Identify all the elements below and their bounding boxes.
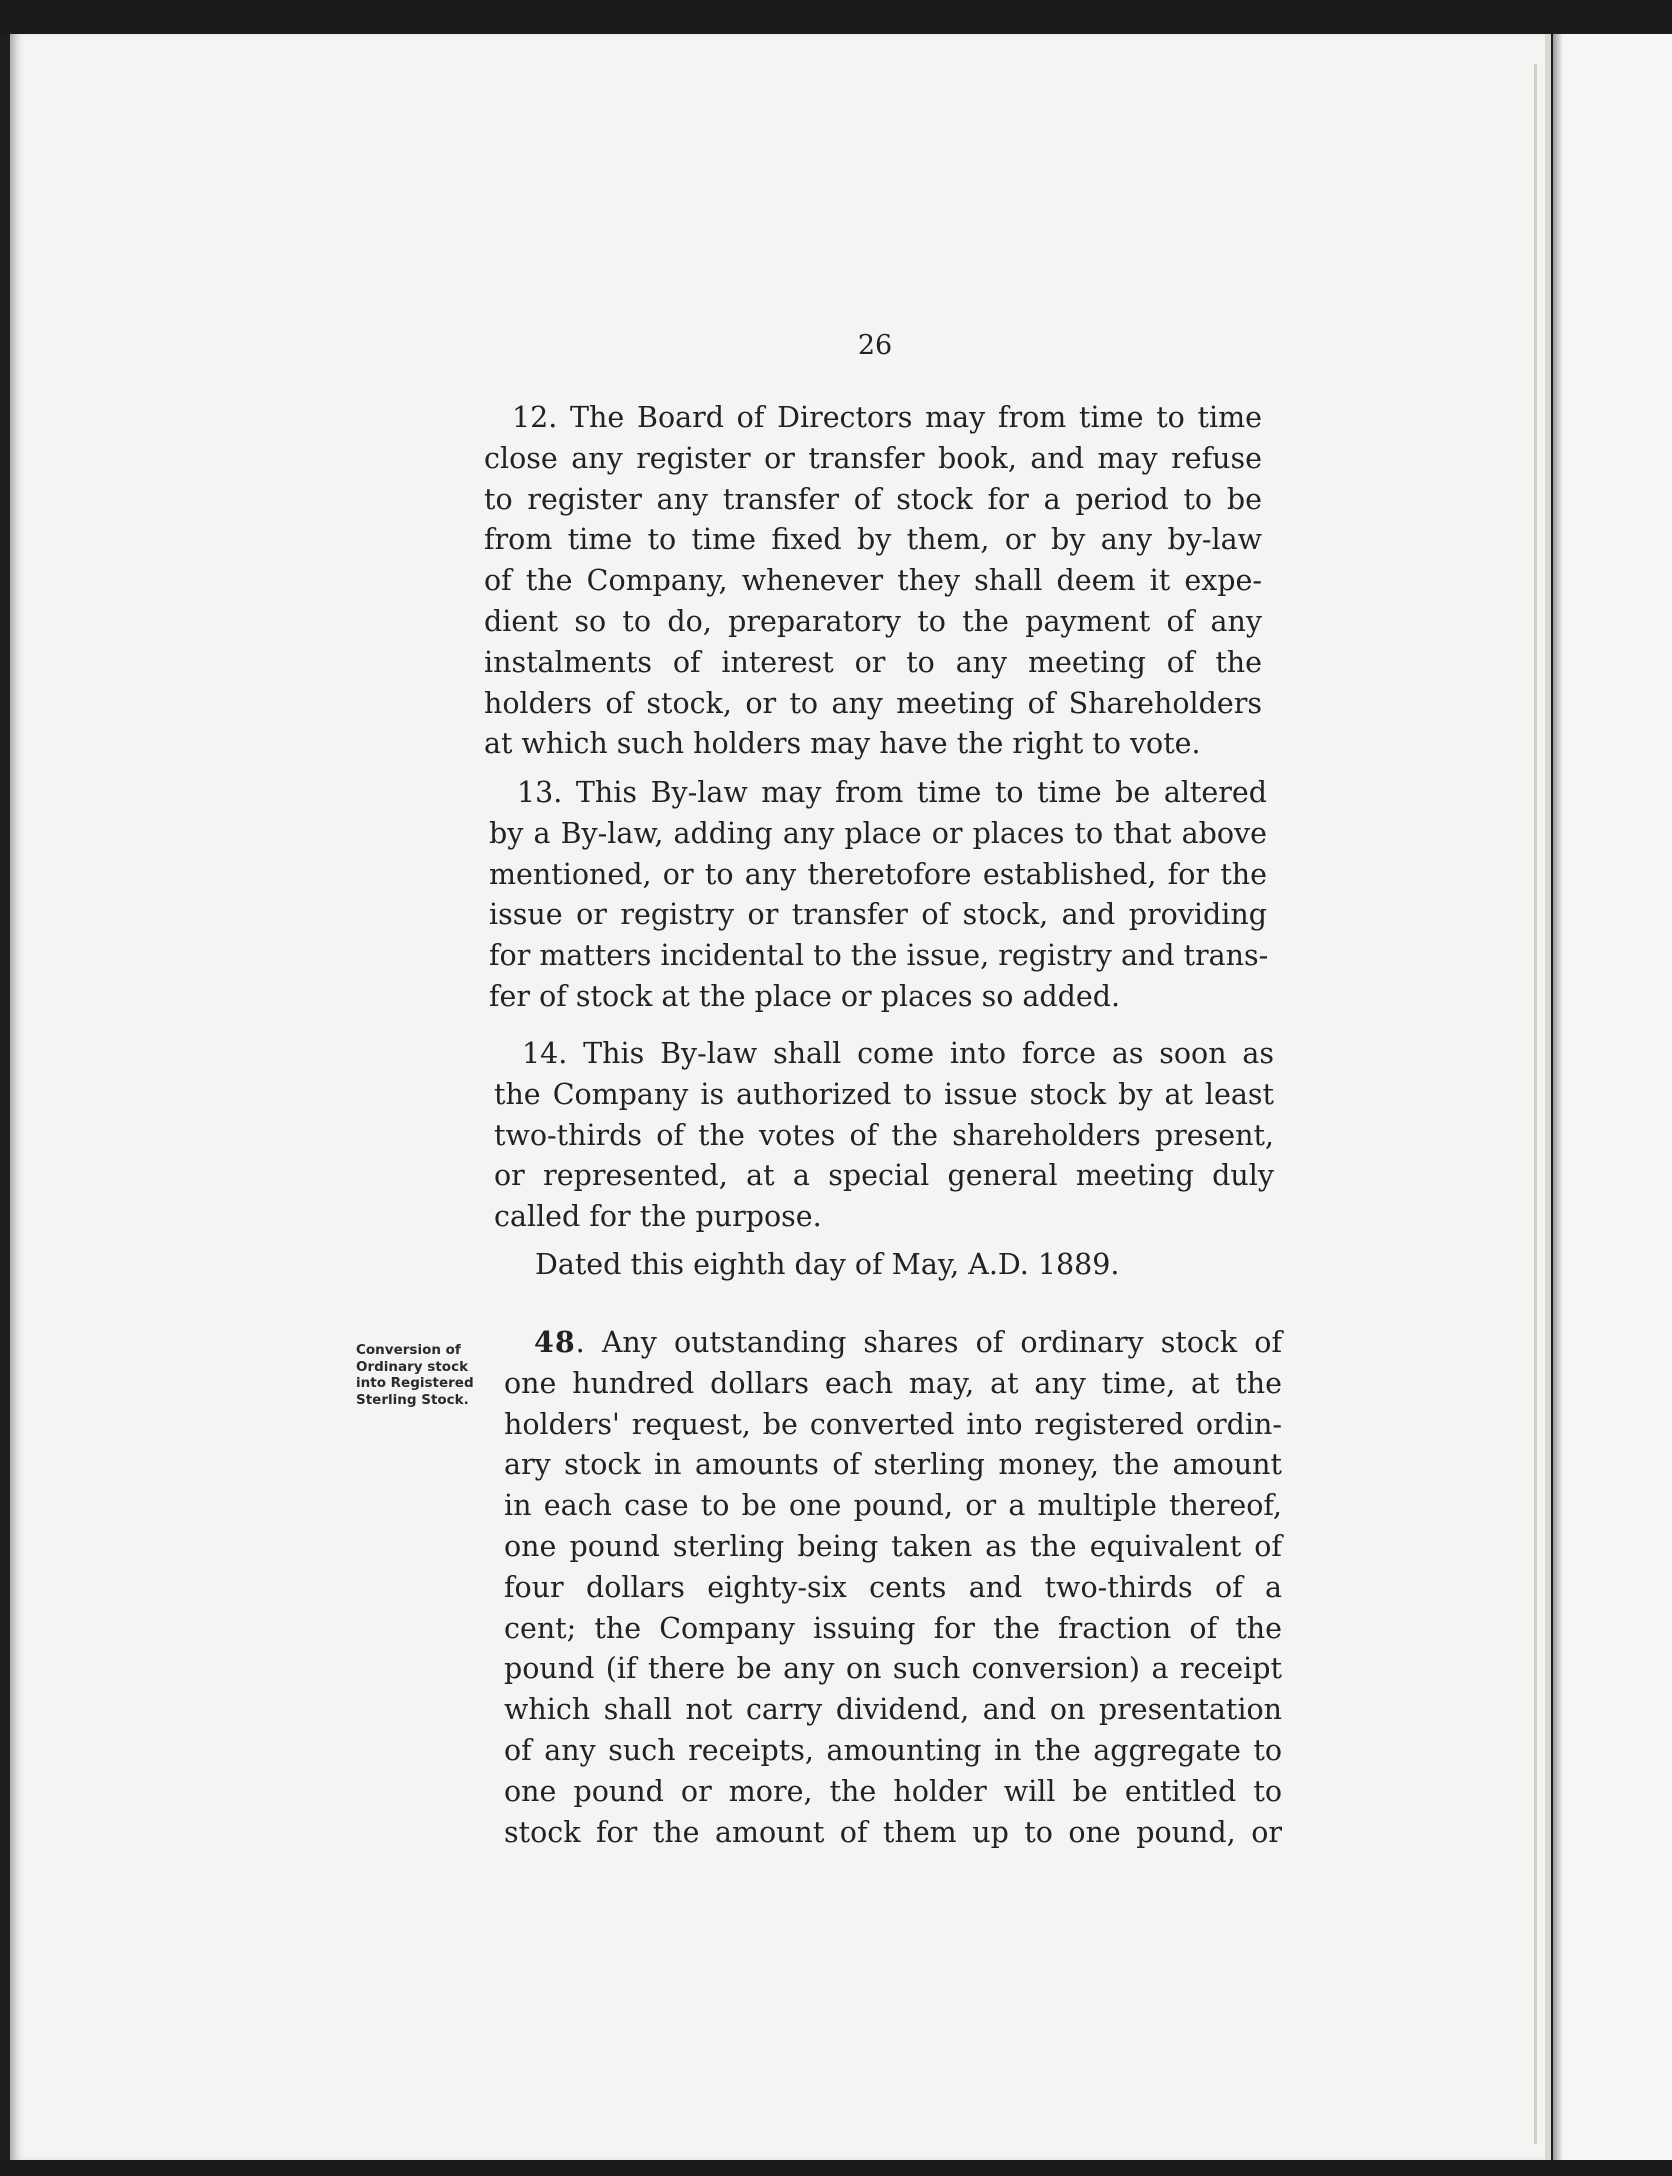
paragraph-line: issue or registry or transfer of stock, and providing: [489, 898, 1267, 932]
section-48-first-line: [504, 1322, 1282, 1364]
paragraph-line: for matters incidental to the issue, registry and trans-: [489, 939, 1269, 973]
section-48-line: four dollars eighty-six cents and two-thirds of a: [504, 1570, 1282, 1604]
paragraph-line: mentioned, or to any theretofore established, for the: [489, 857, 1267, 891]
marginal-note-line: Ordinary stock: [356, 1358, 469, 1375]
paragraph-line: 12. The Board of Directors may from time to time: [512, 401, 1262, 434]
section-number: 48: [534, 1325, 576, 1359]
marginal-note-line: into Registered: [356, 1375, 474, 1391]
paragraph-line: two-thirds of the votes of the shareholders present,: [494, 1118, 1274, 1152]
section-48-line: cent; the Company issuing for the fraction of the: [504, 1611, 1282, 1645]
section-48-line: pound (if there be any on such conversion) a receipt: [504, 1652, 1282, 1686]
paragraph-line: at which such holders may have the right to vote.: [484, 727, 1201, 761]
scan-top-edge: [0, 0, 1672, 34]
page-number: 26: [857, 330, 893, 361]
section-48-line: which shall not carry dividend, and on presentation: [504, 1693, 1282, 1727]
paragraph-line: holders of stock, or to any meeting of Shareholders: [484, 686, 1262, 720]
paragraph-line: 14. This By-law shall come into force as soon as: [522, 1037, 1274, 1070]
paragraph-line: 13. This By-law may from time to time be altered: [517, 776, 1267, 809]
section-48-line: in each case to be one pound, or a multiple thereof,: [504, 1489, 1282, 1523]
scan-bottom-edge: [0, 2160, 1672, 2176]
page-fold-shadow: [1553, 34, 1563, 2160]
section-48-line: one pound sterling being taken as the equivalent of: [504, 1529, 1282, 1563]
marginal-note-line: Conversion of: [356, 1342, 461, 1358]
dated-line: Dated this eighth day of May, A.D. 1889.: [535, 1248, 1120, 1281]
paragraph-13: [489, 773, 1267, 1018]
paragraph-line: close any register or transfer book, and may refuse: [484, 441, 1262, 475]
paragraph-line: from time to time fixed by them, or by any by-law: [484, 523, 1262, 557]
paragraph-line: dient so to do, preparatory to the payment of any: [484, 604, 1262, 638]
paragraph-line: or represented, at a special general meeting duly: [494, 1159, 1274, 1193]
marginal-note: [356, 1342, 496, 1408]
paragraph-line: called for the purpose.: [494, 1200, 822, 1234]
paragraph-14: [494, 1034, 1274, 1238]
section-48: [504, 1322, 1282, 1853]
paragraph-line: fer of stock at the place or places so added.: [489, 979, 1121, 1013]
paragraph-line: instalments of interest or to any meeting of the: [484, 645, 1262, 679]
paragraph-12: [484, 398, 1262, 765]
paragraph-line: by a By-law, adding any place or places to that above: [489, 816, 1267, 850]
page-edge-line: [1534, 64, 1537, 2144]
paragraph-line: the Company is authorized to issue stock by at least: [494, 1077, 1274, 1111]
paragraph-line: to register any transfer of stock for a period to be: [484, 482, 1262, 516]
adjacent-page-edge: [1553, 34, 1672, 2160]
section-48-line: ary stock in amounts of sterling money, the amount: [504, 1448, 1282, 1482]
section-48-line: holders' request, be converted into registered ordin-: [504, 1407, 1282, 1441]
section-48-line: stock for the amount of them up to one pound, or: [504, 1815, 1282, 1849]
section-48-line: of any such receipts, amounting in the aggregate to: [504, 1733, 1282, 1767]
section-48-line: one hundred dollars each may, at any time, at the: [504, 1366, 1282, 1400]
section-48-first-line-text: . Any outstanding shares of ordinary stock of: [575, 1326, 1282, 1359]
marginal-note-line: Sterling Stock.: [356, 1391, 469, 1408]
paragraph-line: of the Company, whenever they shall deem it expe-: [484, 564, 1262, 598]
section-48-line: one pound or more, the holder will be entitled to: [504, 1774, 1282, 1808]
